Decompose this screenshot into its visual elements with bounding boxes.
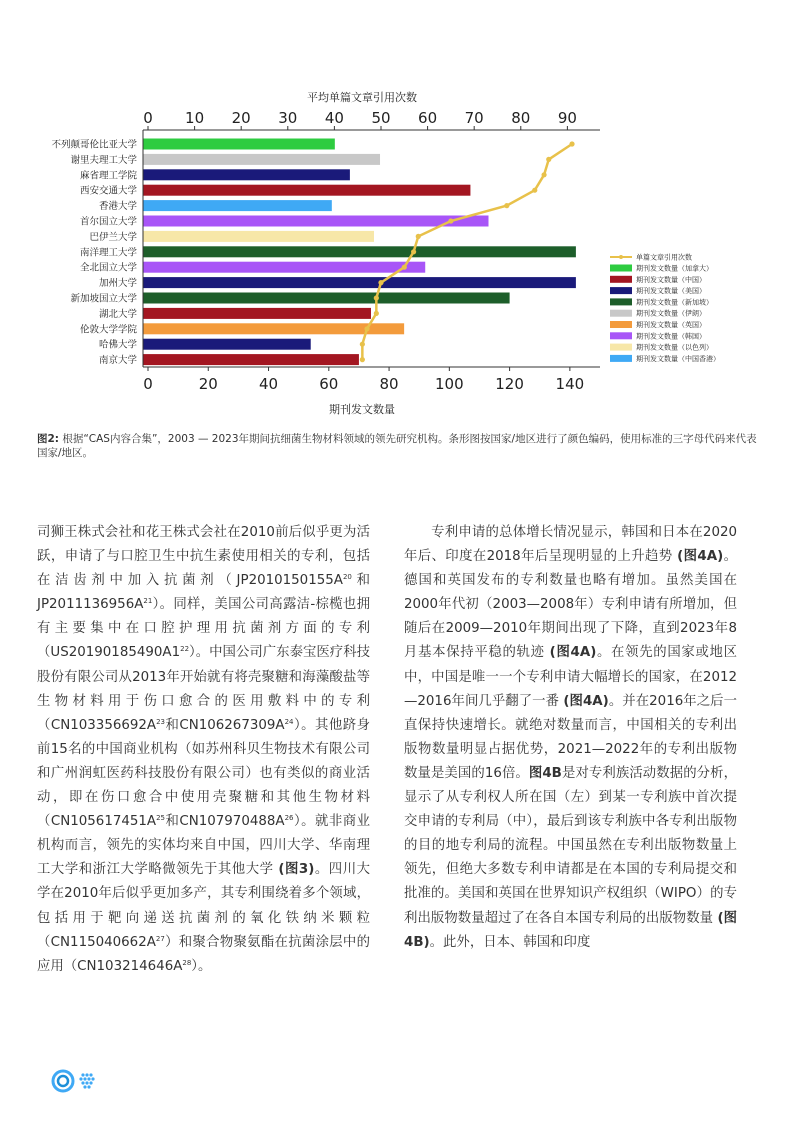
legend-label: 期刊发文数量（英国） [636, 321, 706, 329]
legend-swatch [610, 287, 632, 294]
citation-ref: 22 [180, 645, 190, 654]
legend-label: 期刊发文数量（美国） [636, 287, 706, 296]
text-run: ）。同样，美国公司高露洁-棕榄也拥有主要集中在口腔护理用抗菌剂方面的专利（US20190185490A1 [37, 597, 370, 661]
top-axis-title: 平均单篇文章引用次数 [307, 91, 417, 104]
legend-swatch [610, 298, 632, 305]
figure-ref: (图4A) [563, 693, 609, 709]
text-run: 。此外，日本、韩国和印度 [429, 934, 591, 950]
category-labels [51, 139, 137, 367]
citation-point [402, 265, 407, 270]
citation-ref: 27 [155, 934, 165, 943]
bar [143, 262, 425, 273]
citation-ref: 23 [156, 717, 165, 726]
legend-swatch [610, 332, 632, 339]
caption-label: 图2: [37, 433, 60, 445]
bottom-tick-label: 0 [143, 375, 153, 393]
bar [143, 216, 489, 227]
citation-point [541, 172, 546, 177]
bar [143, 231, 374, 242]
citation-point [448, 218, 453, 223]
citation-point [416, 234, 421, 239]
top-tick-label: 20 [231, 109, 251, 127]
text-run: ）和聚合物聚氨酯在抗菌涂层中的应用（CN103214646A [37, 934, 371, 974]
citation-point [364, 326, 369, 331]
legend-swatch [610, 276, 632, 283]
bottom-tick-label: 80 [379, 375, 399, 393]
legend-label: 期刊发文数量（韩国） [636, 332, 706, 341]
institution-bar-chart [0, 0, 793, 425]
top-tick-label: 10 [185, 109, 205, 127]
figure-ref: (图4A) [677, 549, 724, 565]
category-label: 哈佛大学 [98, 339, 137, 351]
citation-ref: 26 [284, 814, 294, 823]
text-run: 。德国和英国发布的专利数量也略有增加。虽然美国在2000年代初（2003—2008年）专利申请有所增加，但随后在2009—2010年期间出现了下降，直到2023年8月基本保持平稳的轨迹 [404, 549, 738, 661]
bar [143, 169, 350, 180]
citation-point [360, 357, 365, 362]
cas-logo-icon [50, 1066, 110, 1096]
bottom-tick-label: 120 [495, 375, 524, 393]
bottom-tick-label: 40 [258, 375, 279, 393]
text-run: ）。中国公司广东泰宝医疗科技股份有限公司从2013年开始就有将壳聚糖和海藻酸盐等生物材料用于伤口愈合的医用敷料中的专利（CN103356692A [37, 645, 370, 733]
category-label: 西安交通大学 [79, 185, 137, 197]
top-tick-label: 70 [464, 109, 484, 127]
citation-point [546, 157, 551, 162]
text-run: 。在领先的国家或地区中，中国是唯一一个专利申请大幅增长的国家，在2012—2016年间几乎翻了一番 [404, 645, 738, 709]
text-run: 司狮王株式会社和花王株式会社在2010前后似乎更为活跃，申请了与口腔卫生中抗生素使用相关的专利，包括在洁齿剂中加入抗菌剂（JP2010150155A [37, 525, 370, 589]
bottom-tick-label: 60 [319, 375, 339, 393]
legend-label: 期刊发文数量（中国） [636, 275, 706, 284]
bottom-axis-title: 期刊发文数量 [329, 403, 395, 416]
text-run: 专利申请的总体增长情况显示，韩国和日本在2020年后、印度在2018年后呈现明显的上升趋势 [404, 525, 737, 565]
bottom-tick-label: 140 [555, 375, 585, 393]
category-label: 巴伊兰大学 [89, 231, 137, 243]
citation-point [504, 203, 509, 208]
bottom-axis [143, 367, 584, 393]
top-tick-label: 40 [324, 109, 344, 127]
figure-ref: (图4B) [404, 910, 737, 950]
bar [143, 185, 470, 196]
citation-point [569, 141, 574, 146]
category-label: 香港大学 [98, 201, 137, 213]
left-paragraph [37, 521, 370, 979]
bottom-tick-label: 100 [435, 375, 464, 393]
top-tick-label: 90 [557, 109, 577, 127]
bar [143, 354, 359, 365]
bar [143, 308, 371, 319]
category-label: 不列颠哥伦比亚大学 [51, 139, 137, 151]
category-label: 麻省理工学院 [79, 170, 137, 182]
bar [143, 293, 510, 304]
top-tick-label: 50 [371, 109, 391, 127]
figure-ref: (图4A) [549, 645, 597, 661]
figure-ref: (图3) [278, 862, 315, 878]
citation-point [374, 311, 379, 316]
legend-label: 期刊发文数量（中国香港） [636, 354, 720, 363]
bar [143, 200, 332, 211]
legend-swatch [610, 265, 632, 272]
top-tick-label: 60 [418, 109, 438, 127]
text-run: ）。 [191, 958, 212, 974]
category-label: 南洋理工大学 [79, 247, 137, 259]
top-axis [143, 109, 577, 130]
bar [143, 246, 576, 257]
legend-label: 期刊发文数量（加拿大） [636, 264, 713, 273]
bar [143, 277, 576, 288]
bars [143, 139, 576, 366]
legend-swatch [610, 355, 632, 362]
category-label: 新加坡国立大学 [70, 293, 137, 305]
right-column-text [404, 521, 737, 955]
figure-caption [37, 432, 759, 460]
left-column-text [37, 521, 370, 979]
category-label: 湖北大学 [98, 308, 137, 320]
top-tick-label: 0 [143, 109, 153, 127]
legend-line-marker [619, 255, 623, 259]
legend [610, 253, 720, 363]
category-label: 加州大学 [98, 278, 137, 290]
text-run: 和JP2011136956A [37, 573, 370, 613]
legend-label: 期刊发文数量（伊朗） [636, 309, 706, 318]
citation-ref: 20 [342, 573, 352, 582]
citation-ref: 28 [182, 958, 192, 967]
right-paragraph [404, 521, 737, 955]
legend-swatch [610, 310, 632, 317]
text-run: 是对专利族活动数据的分析，显示了从专利权人所在国（左）到某一专利族中首次提交申请的专利局（中），最后到该专利族中各专利出版物的目的地专利局的流程。中国虽然在专利出版物数量上领先，但绝大多数专利申请都是在本国的专利局提交和批准的。美国和英国在世界知识产权组织（WIPO）的专利出版物数量超过了在各自本国专利局的出版物数量 [404, 765, 738, 926]
legend-label: 期刊发文数量（以色列） [636, 343, 713, 352]
citation-point [532, 188, 537, 193]
citation-point [378, 280, 383, 285]
text-run: ）。就非商业机构而言，领先的实体均来自中国，四川大学、华南理工大学和浙江大学略微领先于其他大学 [37, 814, 371, 878]
text-run: 和CN107970488A [165, 814, 285, 830]
legend-label: 单篇文章引用次数 [636, 253, 692, 262]
citation-point [374, 295, 379, 300]
category-label: 南京大学 [98, 355, 137, 367]
caption-text: 根据“CAS内容合集”，2003 — 2023年期间抗细菌生物材料领域的领先研究机构。条形图按国家/地区进行了颜色编码，使用标准的三字母代码来代表国家/地区。 [37, 433, 757, 459]
text-run: 和CN106267309A [165, 717, 285, 733]
bar [143, 154, 380, 165]
category-label: 全北国立大学 [79, 262, 137, 274]
figure-ref: 图4B [528, 765, 562, 781]
category-label: 首尔国立大学 [79, 216, 137, 228]
legend-label: 期刊发文数量（新加坡） [636, 298, 713, 307]
legend-swatch [610, 344, 632, 351]
legend-swatch [610, 321, 632, 328]
category-label: 伦敦大学学院 [79, 324, 137, 336]
text-run: ）。其他跻身前15名的中国商业机构（如苏州科贝生物技术有限公司和广州润虹医药科技股份有限公司）也有类似的商业活动，即在伤口愈合中使用壳聚糖和其他生物材料（CN105617451A [37, 717, 371, 830]
citation-ref: 25 [156, 814, 165, 823]
top-tick-label: 30 [278, 109, 298, 127]
citation-ref: 24 [284, 717, 294, 726]
text-run: 。四川大学在2010年后似乎更加多产，其专利围绕着多个领域，包括用于靶向递送抗菌剂的氧化铁纳米颗粒（CN115040662A [37, 862, 371, 950]
citation-point [360, 342, 365, 347]
citation-ref: 21 [143, 597, 153, 606]
bottom-tick-label: 20 [198, 375, 218, 393]
citation-point [411, 249, 416, 254]
bar [143, 139, 335, 150]
top-tick-label: 80 [511, 109, 531, 127]
category-label: 谢里夫理工大学 [70, 154, 137, 166]
text-run: 。并在2016年之后一直保持快速增长。就绝对数量而言，中国相关的专利出版物数量明显占据优势，2021—2022年的专利出版物数量是美国的16倍。 [404, 693, 737, 781]
bar [143, 339, 311, 350]
